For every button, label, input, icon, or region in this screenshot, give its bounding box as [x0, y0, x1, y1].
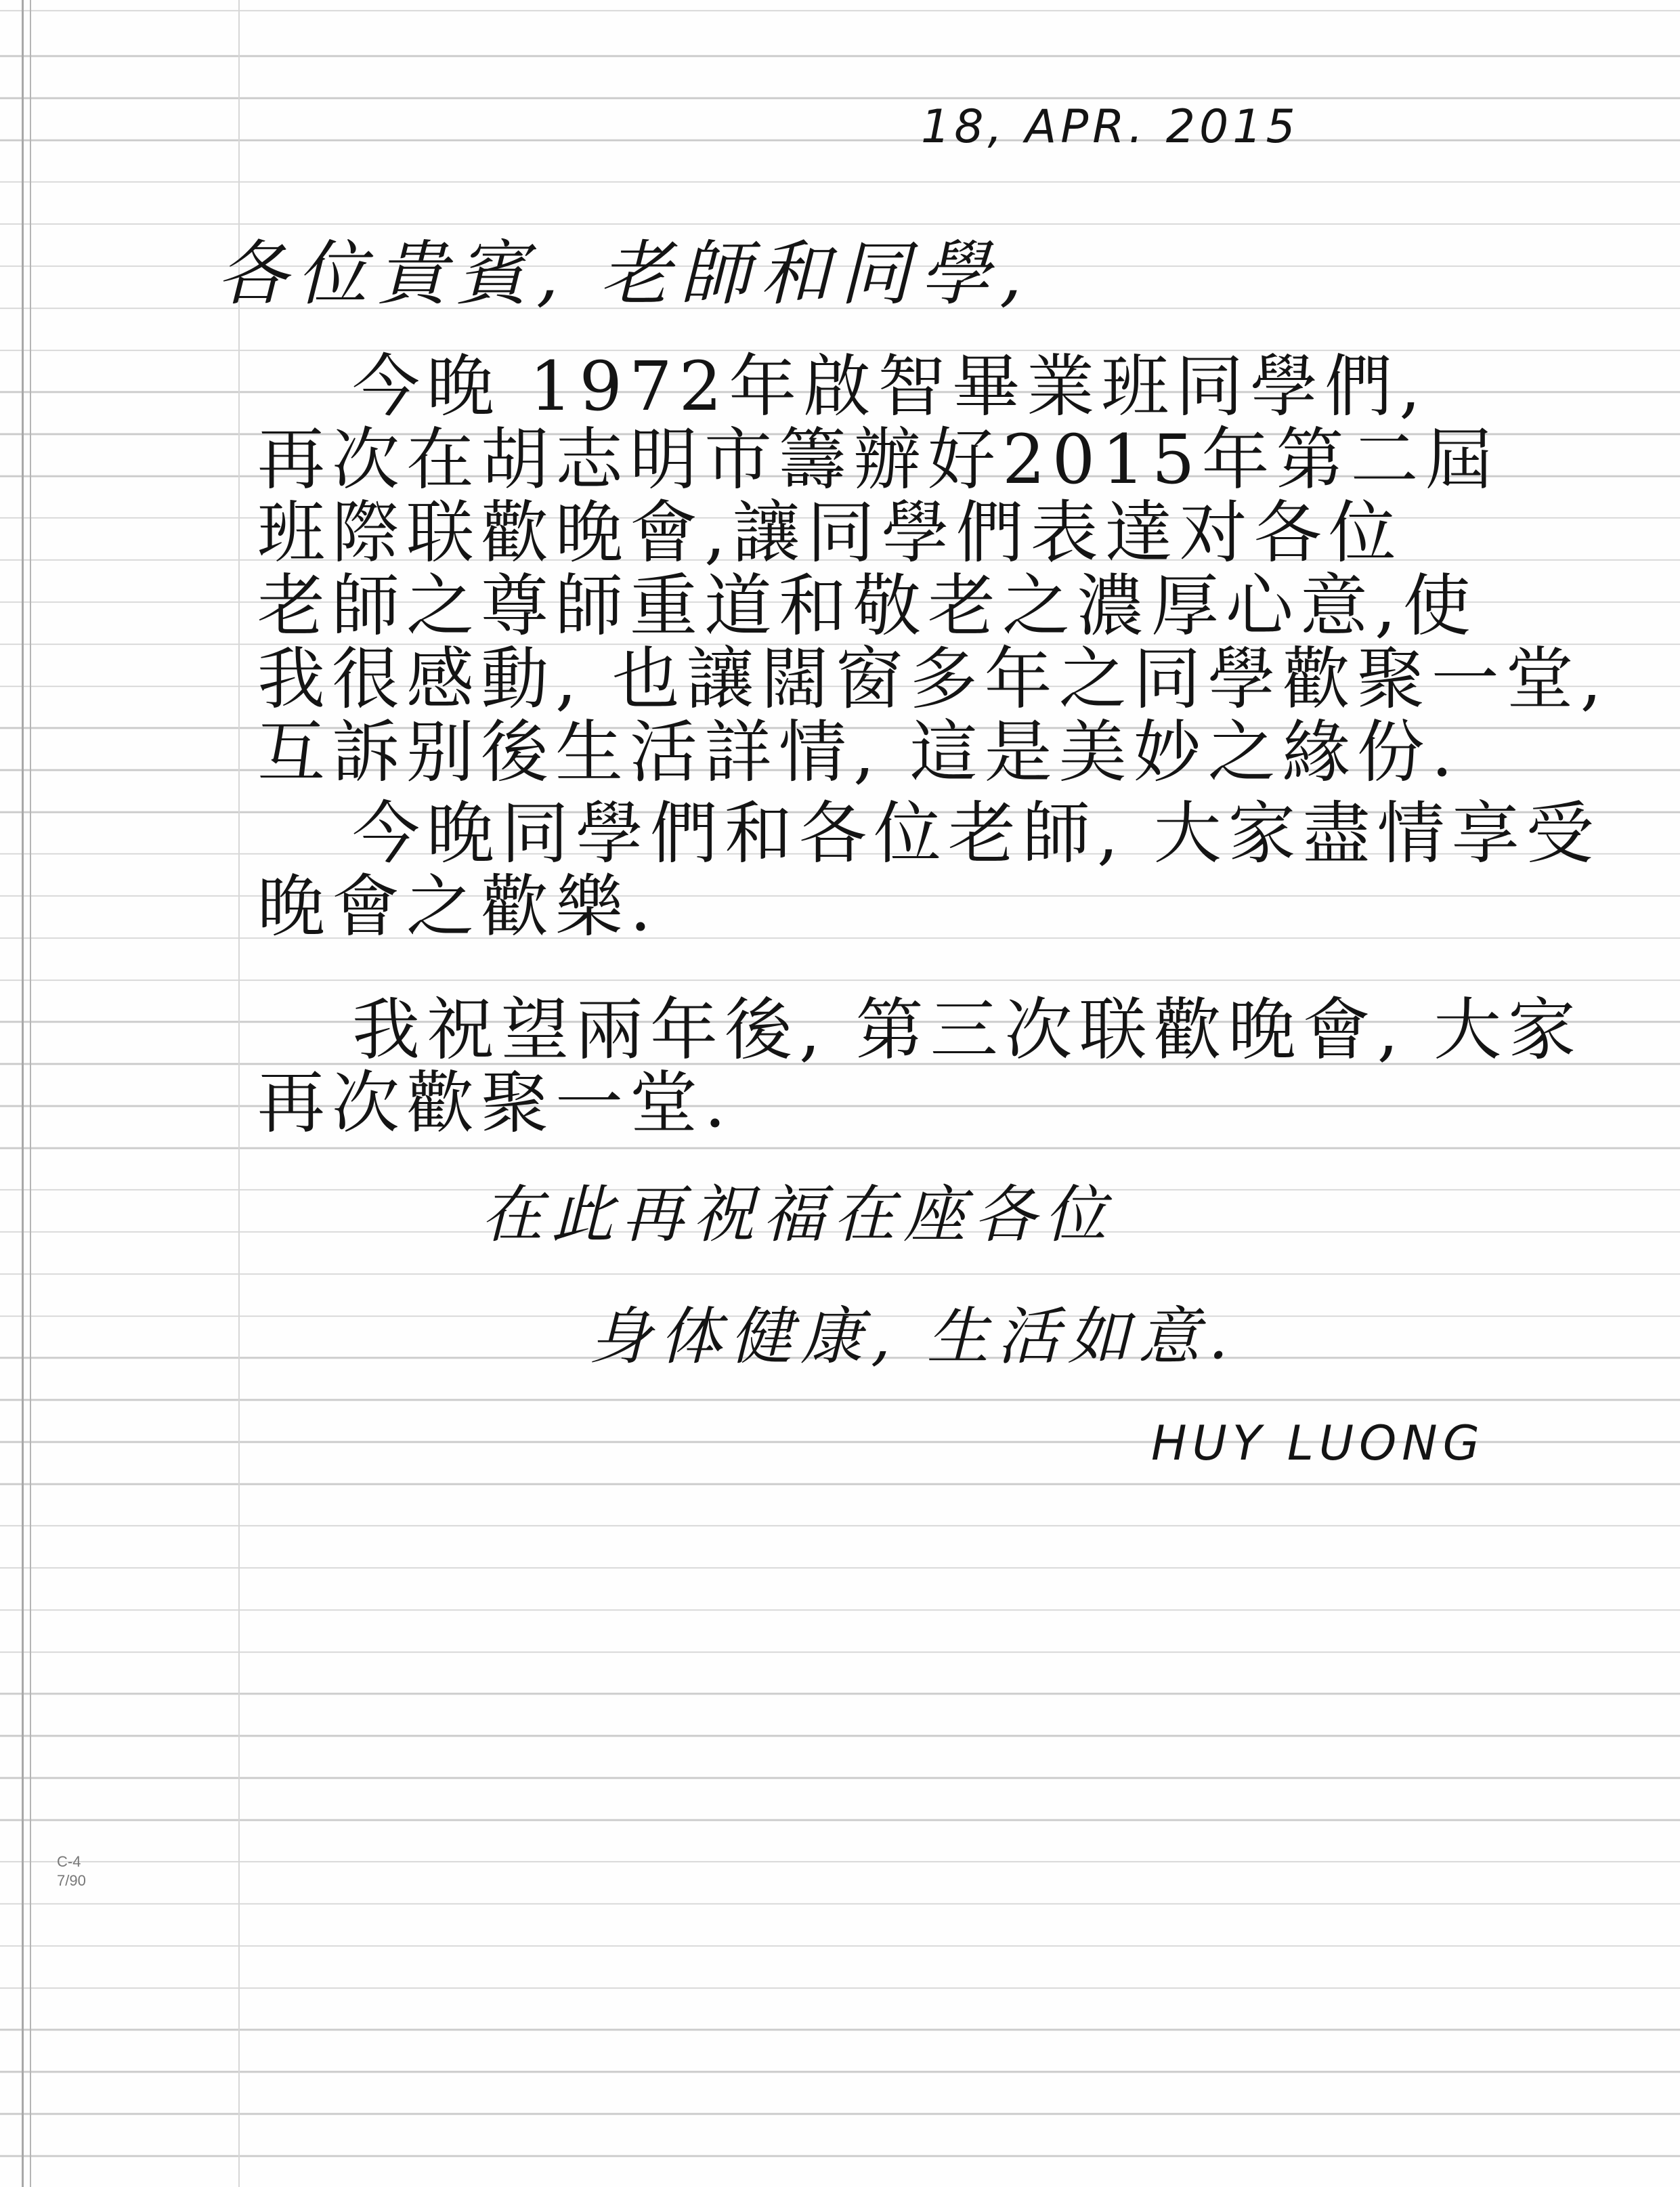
form-code-line: 7/90	[57, 1872, 86, 1889]
margin-line	[22, 0, 24, 2187]
paragraph-line: 我很感動, 也讓闊窗多年之同學歡聚一堂,	[257, 639, 1609, 719]
paragraph-line: 我祝望兩年後, 第三次联歡晚會, 大家	[352, 990, 1583, 1069]
form-code	[57, 1852, 86, 1890]
form-code-line: C-4	[57, 1853, 81, 1870]
paragraph-line: 互訴别後生活詳情, 這是美妙之緣份.	[257, 713, 1460, 792]
salutation: 各位貴賓, 老師和同學,	[217, 232, 1032, 315]
signature: HUY LUONG	[1151, 1416, 1485, 1471]
paragraph-line: 今晚同學們和各位老師, 大家盡情享受	[352, 794, 1601, 873]
paragraph-line: 今晚 1972年啟智畢業班同學們,	[352, 347, 1428, 426]
paragraph-line: 再次歡聚一堂.	[257, 1063, 733, 1143]
paragraph-line: 晚會之歡樂.	[257, 867, 658, 946]
paragraph-line: 班際联歡晚會,讓同學們表達对各位	[257, 493, 1403, 572]
paragraph-line: 再次在胡志明市籌辦好2015年第二屆	[257, 420, 1500, 499]
letter-date: 18, APR. 2015	[921, 100, 1299, 154]
margin-line	[238, 0, 240, 2187]
margin-line	[30, 0, 31, 2187]
closing-line: 在此再祝福在座各位	[481, 1179, 1115, 1251]
closing-line: 身体健康, 生活如意.	[589, 1300, 1236, 1373]
paragraph-line: 老師之尊師重道和敬老之濃厚心意,使	[257, 566, 1478, 645]
